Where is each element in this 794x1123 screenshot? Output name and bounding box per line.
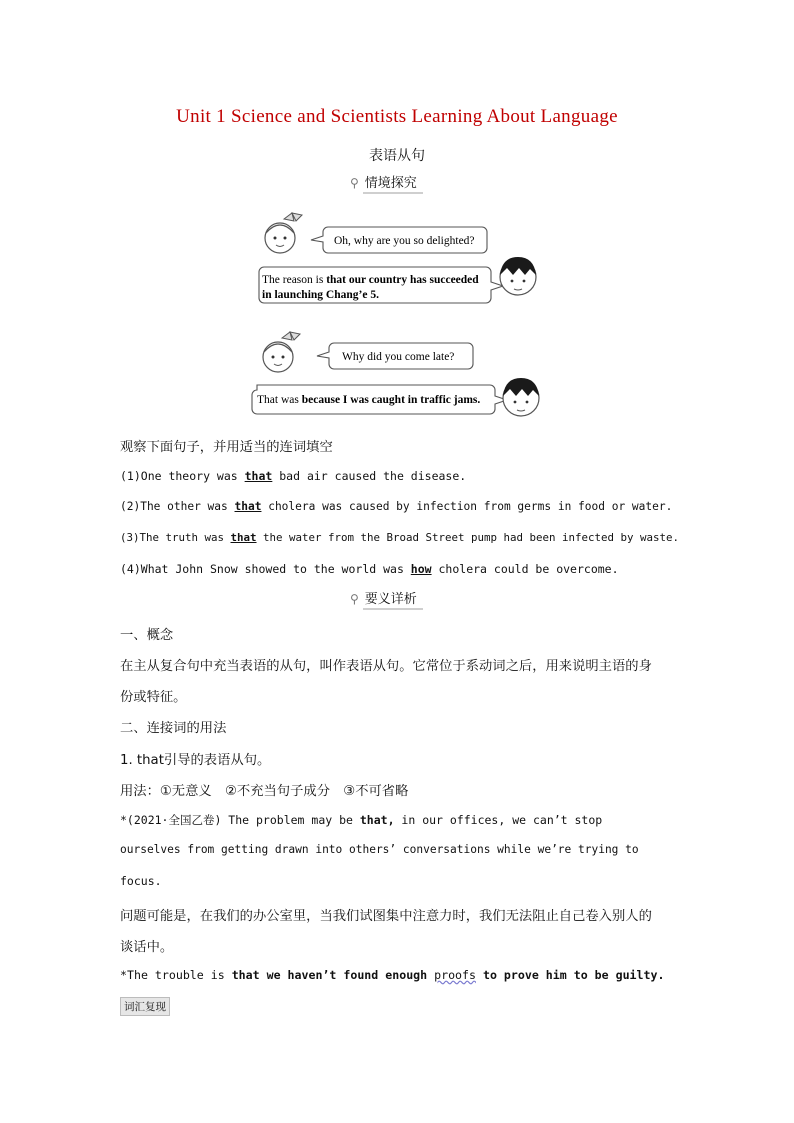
magnifier-icon: ⚲	[350, 176, 359, 190]
concept-text: 在主从复合句中充当表语的从句，叫作表语从句。它常位于系动词之后，用来说明主语的身	[120, 659, 652, 674]
exercise-3: (3)The truth was that the water from the Broad Street pump had been infected by waste.	[120, 531, 680, 544]
exercise-4: (4)What John Snow showed to the world was how cholera could be overcome.	[120, 562, 619, 576]
example1-line1: *(2021·全国乙卷) The problem may be that, in our offices, we can’t stop	[120, 813, 603, 827]
concept-text-cont: 份或特征。	[120, 690, 187, 705]
answer-blank: that	[230, 531, 257, 544]
vocab-review-tag: 词汇复现	[120, 997, 170, 1016]
section-banner-label: 要义详析	[363, 588, 423, 610]
dialog-illustration	[240, 205, 560, 425]
boy-avatar	[503, 378, 539, 416]
dialog2-girl-text: Why did you come late?	[342, 351, 455, 363]
boy-avatar	[500, 257, 536, 295]
answer-blank: how	[410, 562, 432, 576]
answer-blank: that	[234, 500, 262, 513]
example2-line: *The trouble is that we haven’t found enough proofs to prove him to be guilty.	[120, 968, 665, 982]
answer-blank: that	[244, 469, 273, 483]
usage-text: 用法：①无意义 ②不充当句子成分 ③不可省略	[120, 784, 409, 799]
instruction-text: 观察下面句子，并用适当的连词填空	[120, 440, 333, 455]
translation-text-cont: 谈话中。	[120, 940, 174, 955]
example1-line2: ourselves from getting drawn into others’ conversations while we’re trying to	[120, 843, 639, 856]
concept-heading: 一、概念	[120, 628, 174, 643]
page-title: Unit 1 Science and Scientists Learning About Language	[176, 106, 618, 127]
vocab-word: proofs	[434, 968, 476, 982]
dialog1-boy-line2: in launching Chang’e 5.	[262, 289, 379, 301]
connectives-heading: 二、连接词的用法	[120, 721, 227, 736]
section-banner-label: 情境探究	[363, 172, 423, 194]
girl-avatar	[265, 213, 302, 253]
section-banner-context	[350, 174, 423, 192]
girl-avatar	[263, 332, 300, 372]
dialog2-boy-text: That was because I was caught in traffic jams.	[257, 394, 481, 406]
exercise-1: (1)One theory was that bad air caused the disease.	[120, 469, 467, 483]
magnifier-icon: ⚲	[350, 592, 359, 606]
that-item: 1. that引导的表语从句。	[120, 753, 271, 768]
translation-text: 问题可能是，在我们的办公室里，当我们试图集中注意力时，我们无法阻止自己卷入别人的	[120, 909, 652, 924]
example1-line3: focus.	[120, 874, 162, 888]
page-subtitle: 表语从句	[369, 148, 425, 164]
exercise-2: (2)The other was that cholera was caused by infection from germs in food or water.	[120, 500, 673, 513]
section-banner-analysis	[350, 590, 423, 608]
dialog1-boy-line1: The reason is that our country has succeeded	[262, 274, 479, 286]
dialog1-girl-text: Oh, why are you so delighted?	[334, 235, 475, 247]
